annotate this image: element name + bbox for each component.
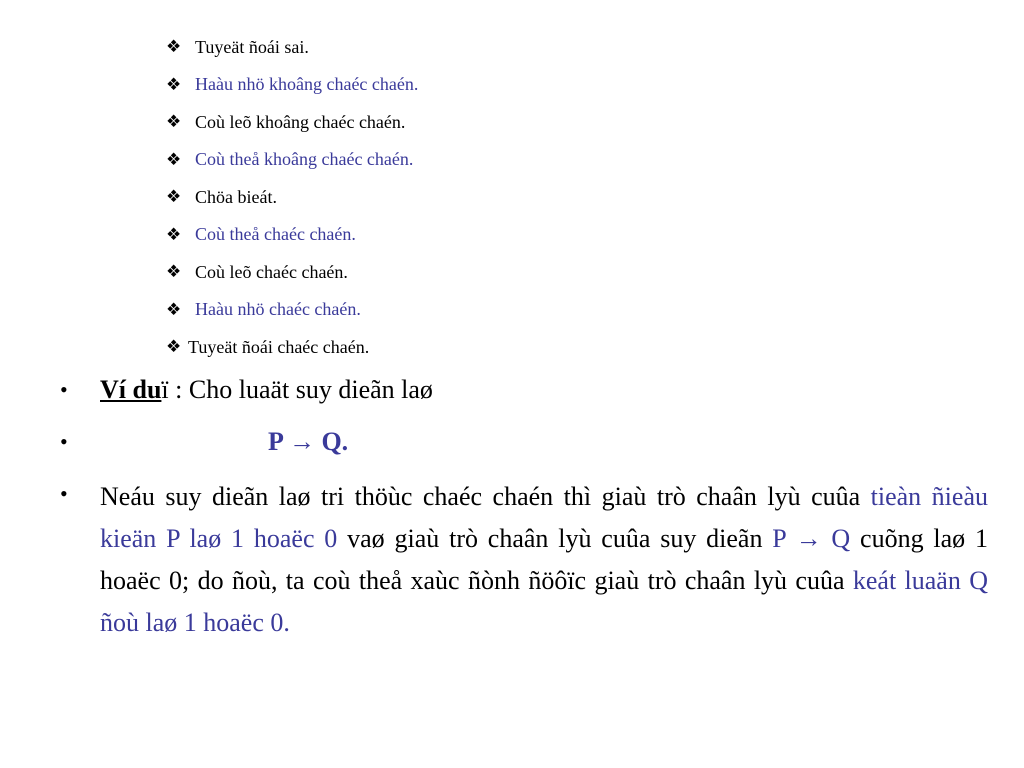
list-item [166, 328, 418, 366]
diamond-bullet-icon: ❖ [166, 112, 182, 132]
bullet-dot-icon: • [60, 481, 68, 506]
diamond-bullet-icon: ❖ [166, 224, 182, 244]
diamond-bullet-icon: ❖ [166, 299, 182, 319]
diamond-bullet-icon: ❖ [166, 149, 182, 169]
diamond-bullet-icon: ❖ [166, 74, 182, 94]
implication-formula: P → Q. [268, 427, 349, 456]
list-item-text: Coù theå khoâng chaéc chaén. [195, 149, 414, 170]
list-item-text: Haàu nhö chaéc chaén. [195, 299, 361, 320]
list-item [166, 291, 418, 329]
list-item [166, 253, 418, 291]
list-item [166, 178, 418, 216]
example-label: Ví du [100, 375, 162, 404]
list-item [166, 216, 418, 254]
bullet-dot-icon: • [60, 429, 68, 454]
certainty-scale-list [166, 28, 418, 366]
list-item-text: Coù leõ chaéc chaén. [195, 261, 348, 282]
diamond-bullet-icon: ❖ [166, 37, 182, 57]
example-text: : Cho luaät suy dieãn laø [168, 375, 433, 404]
list-item [166, 66, 418, 104]
explanation-row [60, 470, 988, 644]
bullet-dot-icon: • [60, 377, 68, 402]
implication-row [60, 414, 988, 470]
list-item-text: Chöa bieát. [195, 186, 277, 207]
diamond-bullet-icon: ❖ [166, 337, 182, 357]
list-item-text: Coù leõ khoâng chaéc chaén. [195, 111, 406, 132]
list-item-text: Coù theå chaéc chaén. [195, 224, 356, 245]
list-item-text: Tuyeät ñoái sai. [195, 36, 309, 57]
list-item-text: Tuyeät ñoái chaéc chaén. [188, 336, 370, 357]
list-item [166, 28, 418, 66]
main-content [60, 366, 988, 644]
diamond-bullet-icon: ❖ [166, 262, 182, 282]
list-item [166, 103, 418, 141]
example-row [60, 366, 988, 414]
list-item-text: Haàu nhö khoâng chaéc chaén. [195, 74, 419, 95]
diamond-bullet-icon: ❖ [166, 187, 182, 207]
list-item [166, 141, 418, 179]
explanation-paragraph: Neáu suy dieãn laø tri thöùc chaéc chaén thì giaù trò chaân lyù cuûa tieàn ñieàu kieän P laø 1 hoaëc 0 vaø giaù trò chaân lyù cuûa suy dieãn P → Q cuõng laø 1 hoaëc 0; do ñoù, ta coù theå xaùc ñònh ñöôïc giaù trò chaân lyù cuûa keát luaän Q ñoù laø 1 hoaëc 0. [100, 482, 988, 637]
example-label-suffix: ï [161, 375, 169, 404]
